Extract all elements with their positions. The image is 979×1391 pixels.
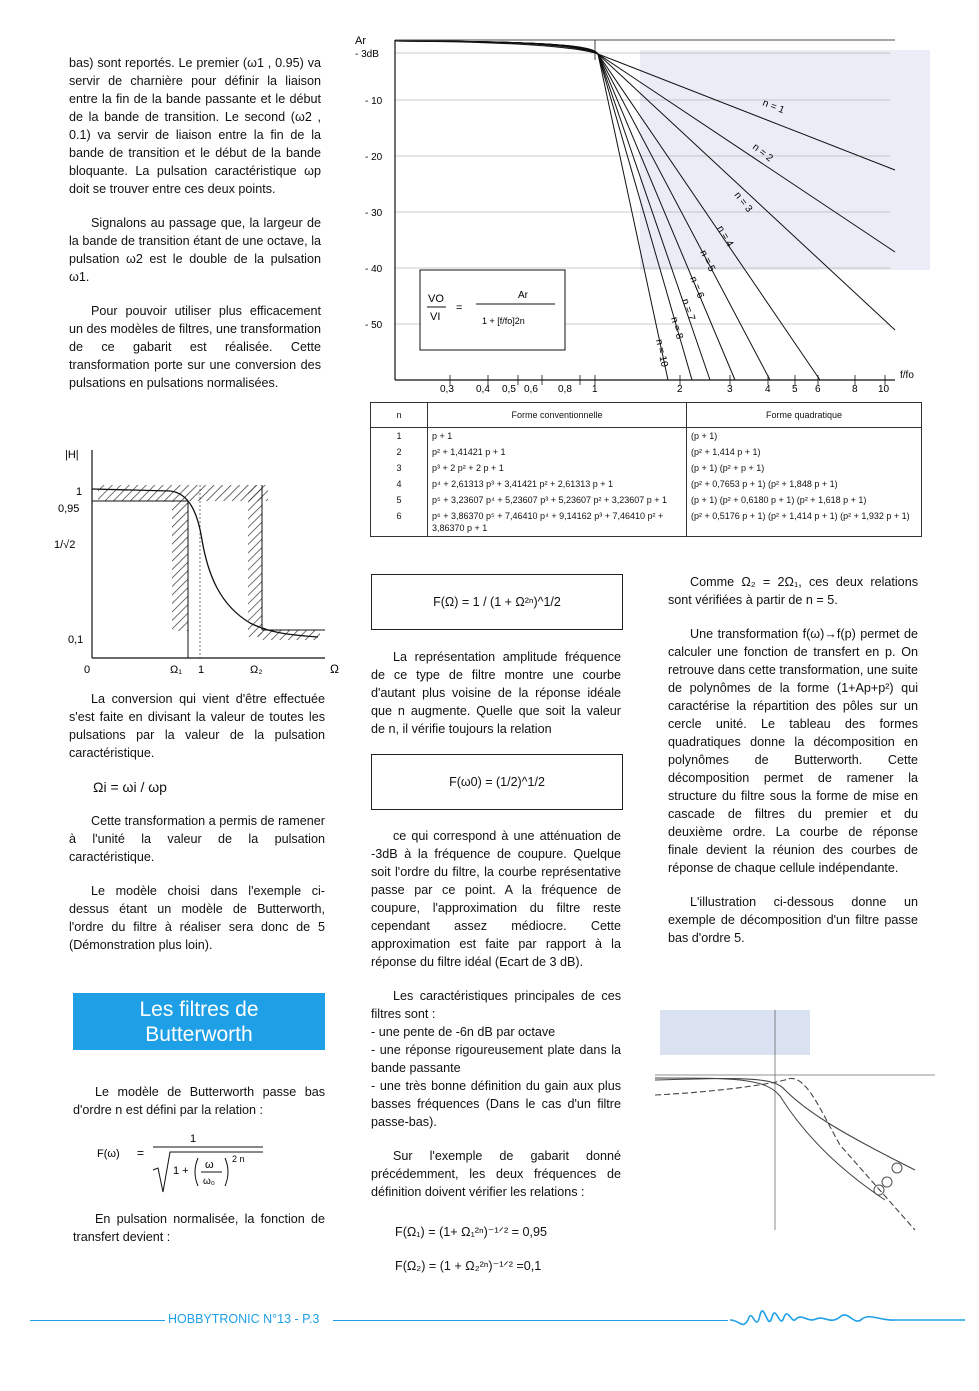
bode-y-tick: - 30 — [365, 208, 383, 219]
curve-label: n = 10 — [653, 338, 670, 369]
equation-box — [420, 270, 565, 350]
bode-y-tick: - 20 — [365, 152, 383, 163]
y-tick-label: 0,1 — [68, 634, 84, 646]
bode-x-tick: 0,5 — [502, 384, 516, 395]
bode-x-tick: 0,6 — [524, 384, 538, 395]
butterworth-bode-diagram — [350, 30, 930, 395]
curve-label: n = 8 — [668, 315, 685, 341]
paragraph: Le modèle choisi dans l'exemple ci-dessus étant un modèle de Butterworth, l'ordre du filtre à réaliser sera donc de 5 (Démonstration plus loin). — [69, 884, 325, 952]
equation-denominator: 1 + [f/fo]2n — [482, 316, 525, 326]
paragraph: Les caractéristiques principales de ces filtres sont : — [371, 989, 621, 1021]
x-tick-label: 0 — [84, 664, 91, 676]
table-row — [371, 460, 922, 476]
table-cell-n: 6 — [371, 508, 428, 537]
y-axis-title: |H| — [65, 449, 79, 461]
table-row — [371, 444, 922, 460]
bode-y-tick: - 10 — [365, 96, 383, 107]
curve-label: n = 7 — [679, 297, 697, 323]
section-title-box — [73, 993, 325, 1050]
formula-denominator: 1 + — [173, 1165, 189, 1177]
left-column-middle — [69, 690, 325, 970]
bode-x-tick: 8 — [852, 384, 858, 395]
table-cell-n: 2 — [371, 444, 428, 460]
curve-label: n = 3 — [731, 190, 755, 215]
paragraph: bas) sont reportés. Le premier (ω1 , 0.95) va servir de charnière pour définir la liaison entre la fin de la bande passante et le début de la bande de transition. Le second (ω2 , 0.1) va servir de liaison entre la fin de la bande de transition et le début de la bande bloquante. La pulsation caractéristique ωp doit se trouver entre ces deux points. — [69, 56, 321, 196]
bode-x-axis-title: f/fo — [900, 370, 914, 381]
table-header: Forme conventionnelle — [428, 403, 687, 428]
left-column-bottom — [73, 1083, 325, 1135]
waveform-logo-icon — [730, 1295, 970, 1335]
formula-lhs: F(ω) — [97, 1148, 120, 1160]
gabarit-diagram — [50, 445, 350, 680]
table-cell-quad: (p² + 1,414 p + 1) — [687, 444, 922, 460]
bode-x-tick: 4 — [765, 384, 771, 395]
bode-x-tick: 0,3 — [440, 384, 454, 395]
list-item: - une réponse rigoureusement plate dans la bande passante — [371, 1043, 621, 1075]
curve-marker — [892, 1163, 902, 1173]
middle-column-rest — [371, 827, 621, 1291]
response-curve — [655, 1078, 885, 1200]
y-tick-label: 1 — [76, 486, 83, 498]
y-tick-label: 1/√2 — [54, 539, 76, 551]
table-cell-conv: p⁶ + 3,86370 p⁵ + 7,46410 p⁴ + 9,14162 p³ + 7,46410 p² + 3,86370 p + 1 — [428, 508, 687, 537]
filter-response-curve — [92, 489, 318, 637]
section-title-line: Les filtres de — [139, 997, 259, 1021]
x-tick-label: 1 — [198, 664, 205, 676]
bode-x-tick: 3 — [727, 384, 733, 395]
y-tick-label: 0,95 — [58, 503, 80, 515]
paragraph: Signalons au passage que, la largeur de la bande de transition étant de une octave, la pulsation ω2 est le double de la pulsation ω1. — [69, 216, 321, 284]
formula-omega0: ω₀ — [203, 1176, 215, 1187]
table-cell-quad: (p² + 0,5176 p + 1) (p² + 1,414 p + 1) (p² + 1,932 p + 1) — [687, 508, 922, 537]
x-tick-label: Ω₂ — [250, 664, 263, 676]
curve-marker — [882, 1177, 892, 1187]
bode-y-tick: - 40 — [365, 264, 383, 275]
equation-ar: Ar — [518, 290, 528, 301]
paragraph: Le modèle de Butterworth passe bas d'ordre n est défini par la relation : — [73, 1085, 325, 1117]
bode-y-tick: - 50 — [365, 320, 383, 331]
passband-region — [98, 485, 268, 501]
paragraph: L'illustration ci-dessous donne un exemple de décomposition d'un filtre passe bas d'ordre 5. — [668, 895, 918, 945]
list-item: - une pente de -6n dB par octave — [371, 1025, 556, 1039]
paragraph: Sur l'exemple de gabarit donné précédemment, les deux fréquences de définition doivent vérifier les relations : — [371, 1149, 621, 1199]
formula-exponent: 2 n — [232, 1154, 245, 1164]
formula-box — [371, 574, 623, 630]
bode-y-tick: - 3dB — [355, 49, 379, 60]
equation-vo: VO — [428, 293, 444, 305]
equation: F(Ω₂) = (1 + Ω₂²ⁿ)⁻¹ᐟ² =0,1 — [395, 1259, 542, 1273]
page-footer — [0, 1310, 979, 1330]
table-cell-quad: (p + 1) (p² + p + 1) — [687, 460, 922, 476]
paragraph: Une transformation f(ω)→f(p) permet de calculer une fonction de transfert en p. On retrouve dans cette transformation, une suite de polynômes de la forme (1+Ap+p²) qui caractérise la répartition des pôles sur un cercle unité. Le tableau des formes quadratiques donne la décomposition en polynômes de Butterworth. Cette décomposition permet de ramener la structure du filtre sous la forme de mise en cascade de filtres du premier et du deuxième ordre. La courbe de réponse finale devient la réunion des courbes de réponse de chaque cellule indépendante. — [668, 627, 918, 875]
x-axis-title: Ω — [330, 662, 339, 676]
curve-label: n = 5 — [697, 248, 718, 274]
x-tick-label: Ω₁ — [170, 664, 182, 676]
table-cell-quad: (p + 1) (p² + 0,6180 p + 1) (p² + 1,618 p + 1) — [687, 492, 922, 508]
curve-label: n = 1 — [760, 97, 786, 117]
svg-text:=: = — [137, 1146, 145, 1160]
list-item: - une très bonne définition du gain aux plus basses fréquences (Dans le cas d'un filtre passe-bas). — [371, 1079, 621, 1129]
table-cell-quad: (p + 1) — [687, 428, 922, 445]
table-cell-n: 5 — [371, 492, 428, 508]
butterworth-polynomial-table — [370, 402, 922, 537]
response-curve — [655, 1078, 915, 1230]
formula: Ωi = ωi / ωp — [93, 779, 167, 795]
middle-column-p1 — [371, 648, 621, 754]
table-cell-n: 4 — [371, 476, 428, 492]
formula-box — [371, 754, 623, 810]
paragraph: Cette transformation a permis de ramener à l'unité la valeur de la pulsation caractéristique. — [69, 814, 325, 864]
bode-x-tick: 10 — [878, 384, 890, 395]
left-column-top — [69, 54, 321, 408]
right-column — [668, 573, 918, 963]
table-cell-n: 1 — [371, 428, 428, 445]
paragraph: La conversion qui vient d'être effectuée s'est faite en divisant la valeur de toutes les pulsations par la valeur de la pulsation caractéristique. — [69, 692, 325, 760]
table-cell-conv: p⁵ + 3,23607 p⁴ + 5,23607 p³ + 5,23607 p² + 3,23607 p + 1 — [428, 492, 687, 508]
paragraph: Pour pouvoir utiliser plus efficacement un des modèles de filtres, une transformation de ce gabarit est réalisée. Cette transformation porte sur une conversion des pulsations en pulsations normalisées. — [69, 304, 322, 390]
curve-label: n = 6 — [687, 275, 706, 301]
table-cell-conv: p⁴ + 2,61313 p³ + 3,41421 p² + 2,61313 p + 1 — [428, 476, 687, 492]
bode-x-tick: 1 — [592, 384, 598, 395]
paragraph: En pulsation normalisée, la fonction de transfert devient : — [73, 1212, 325, 1244]
bode-x-tick: 6 — [815, 384, 821, 395]
svg-text:=: = — [456, 302, 463, 314]
table-header: n — [371, 403, 428, 428]
passband-region — [172, 501, 188, 631]
bode-x-tick: 0,4 — [476, 384, 490, 395]
bode-x-tick: 2 — [677, 384, 683, 395]
table-cell-n: 3 — [371, 460, 428, 476]
bode-y-axis-title: Ar — [355, 35, 366, 47]
paragraph: ce qui correspond à une atténuation de -3dB à la fréquence de coupure. Quelque soit l'ordre du filtre, la courbe représentative passe par ce point. A la fréquence de coupure, l'approximation du filtre reste cependant assez médiocre. Cette approximation est faite par rapport à la réponse du filtre idéal (Ecart de 3 dB). — [371, 829, 621, 969]
table-row — [371, 492, 922, 508]
table-row — [371, 508, 922, 537]
left-column-end — [73, 1210, 325, 1262]
bode-x-tick: 5 — [792, 384, 798, 395]
section-title-line: Butterworth — [145, 1022, 253, 1046]
table-row — [371, 428, 922, 445]
paragraph: Comme Ω₂ = 2Ω₁, ces deux relations sont vérifiées à partir de n = 5. — [668, 575, 918, 607]
decomposition-figure — [655, 1000, 935, 1240]
footer-label: HOBBYTRONIC N°13 - P.3 — [168, 1312, 320, 1326]
curve-n1 — [395, 41, 895, 170]
table-cell-conv: p³ + 2 p² + 2 p + 1 — [428, 460, 687, 476]
table-cell-quad: (p² + 0,7653 p + 1) (p² + 1,848 p + 1) — [687, 476, 922, 492]
table-cell-conv: p + 1 — [428, 428, 687, 445]
bode-x-tick: 0,8 — [558, 384, 572, 395]
butterworth-formula — [95, 1130, 295, 1200]
curve-label: n = 2 — [750, 141, 775, 165]
formula-text: F(Ω) = 1 / (1 + Ω²ⁿ)^1/2 — [433, 595, 561, 609]
stopband-region — [258, 630, 320, 640]
equation-vi: VI — [430, 311, 441, 323]
paragraph: La représentation amplitude fréquence de ce type de filtre montre une courbe d'autant plus voisine de la réponse idéale que n augmente. Quelle que soit la valeur de n, il vérifie toujours la relation — [371, 650, 621, 736]
table-row — [371, 476, 922, 492]
formula-numerator: 1 — [190, 1133, 197, 1145]
curve-label: n = 4 — [714, 224, 736, 250]
stopband-region — [248, 485, 262, 637]
table-cell-conv: p² + 1,41421 p + 1 — [428, 444, 687, 460]
equation: F(Ω₁) = (1+ Ω₁²ⁿ)⁻¹ᐟ² = 0,95 — [395, 1225, 548, 1239]
table-header: Forme quadratique — [687, 403, 922, 428]
formula-omega: ω — [205, 1159, 214, 1171]
formula-text: F(ω0) = (1/2)^1/2 — [449, 775, 545, 789]
